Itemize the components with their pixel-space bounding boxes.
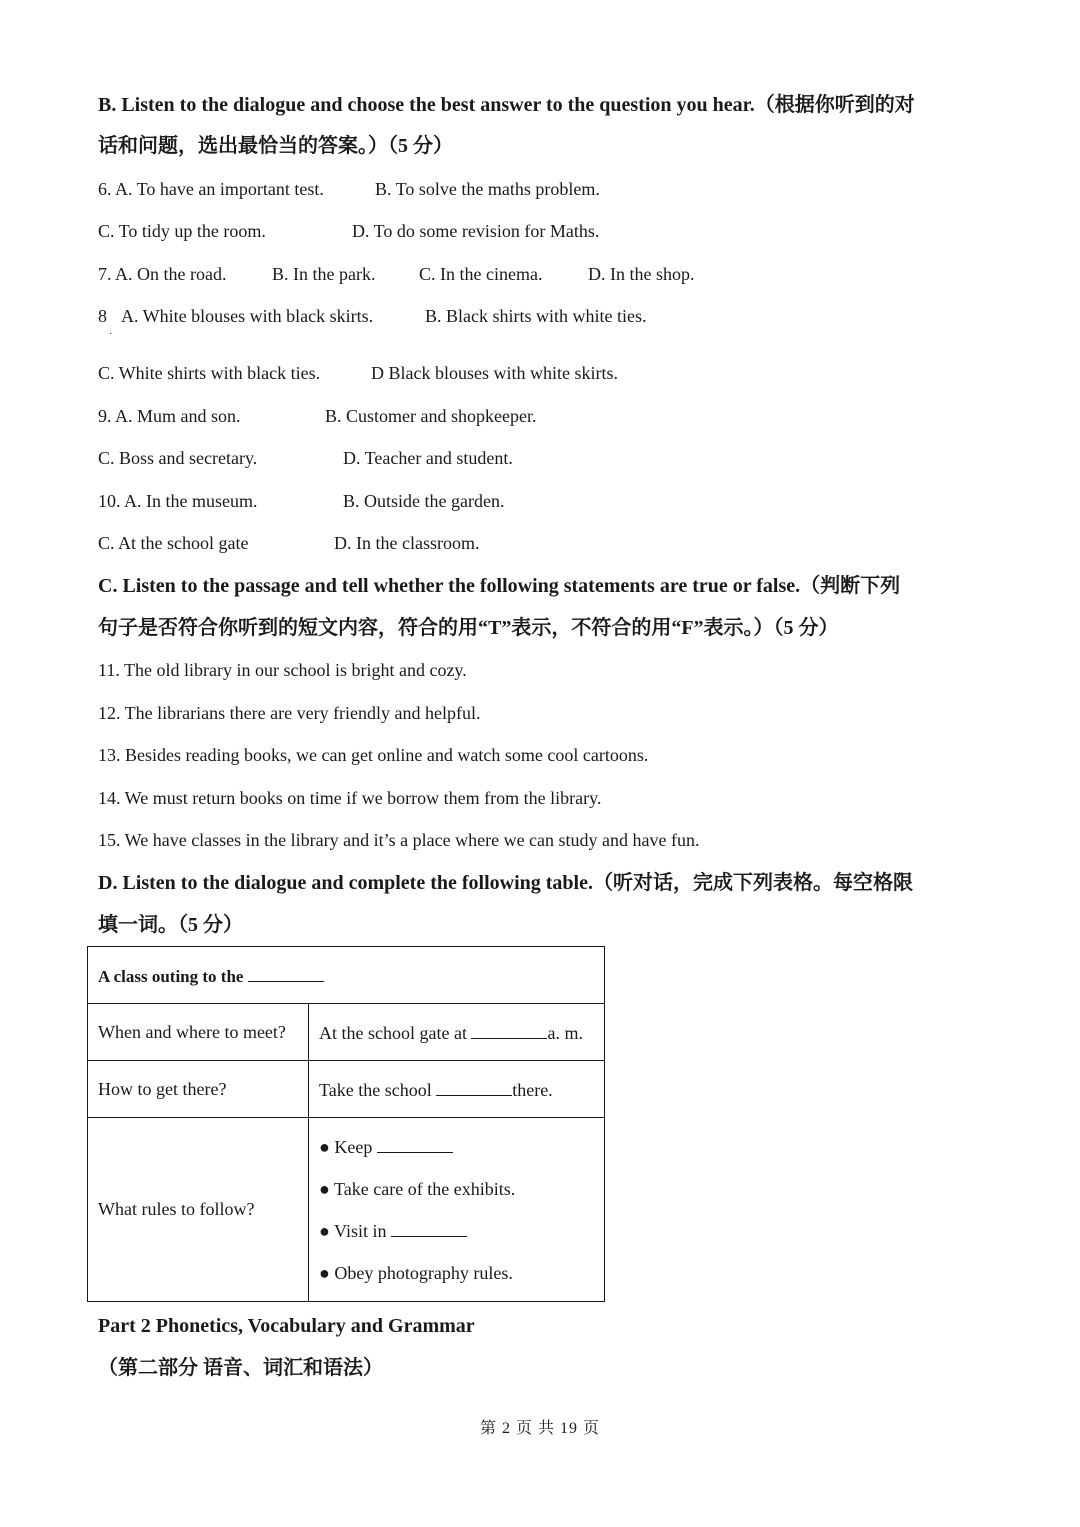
part2-subtitle: （第二部分 语音、词汇和语法）	[98, 1357, 383, 1379]
section-d-heading: D. Listen to the dialogue and complete the following table.（听对话，完成下列表格。每空格限	[98, 872, 913, 894]
blank-rule-1[interactable]	[377, 1134, 453, 1153]
q8-number: 8	[98, 306, 107, 326]
section-c-heading-cont: 句子是否符合你听到的短文内容，符合的用“T”表示，不符合的用“F”表示。）（5 分）	[98, 617, 839, 639]
how-value-post: there.	[512, 1080, 553, 1100]
q10-option-b: B. Outside the garden.	[343, 491, 505, 511]
q9-option-b: B. Customer and shopkeeper.	[325, 406, 537, 426]
statement-11: 11. The old library in our school is bright and cozy.	[98, 660, 467, 680]
how-value-pre: Take the school	[319, 1080, 432, 1100]
statement-12: 12. The librarians there are very friendly and helpful.	[98, 703, 481, 723]
section-b-heading-cont: 话和问题，选出最恰当的答案。）（5 分）	[98, 135, 453, 157]
table-row	[88, 1061, 605, 1118]
when-value-post: a. m.	[547, 1023, 583, 1043]
table-title: A class outing to the	[98, 967, 244, 986]
q7-option-d: D. In the shop.	[588, 264, 695, 284]
q10-option-d: D. In the classroom.	[334, 533, 480, 553]
when-value-pre: At the school gate at	[319, 1023, 467, 1043]
q8-stray-dot: ·	[109, 329, 113, 340]
table-row	[88, 1004, 605, 1061]
q9-option-d: D. Teacher and student.	[343, 448, 513, 468]
rule-2: ● Take care of the exhibits.	[319, 1178, 516, 1199]
q8-option-a: A. White blouses with black skirts.	[121, 306, 374, 326]
q9-option-a: 9. A. Mum and son.	[98, 406, 241, 426]
q10-option-c: C. At the school gate	[98, 533, 249, 553]
q7-option-a: 7. A. On the road.	[98, 264, 227, 284]
blank-time[interactable]	[471, 1020, 547, 1039]
page-footer: 第 2 页 共 19 页	[479, 1420, 600, 1437]
rule-3-text: ● Visit in	[319, 1220, 387, 1241]
rule-3	[319, 1210, 594, 1252]
q6-option-b: B. To solve the maths problem.	[375, 179, 600, 199]
rule-4: ● Obey photography rules.	[319, 1262, 513, 1283]
q7-option-c: C. In the cinema.	[419, 264, 543, 284]
rules-cell	[309, 1118, 605, 1302]
blank-destination[interactable]	[248, 963, 324, 982]
statement-14: 14. We must return books on time if we borrow them from the library.	[98, 788, 602, 808]
statement-13: 13. Besides reading books, we can get online and watch some cool cartoons.	[98, 745, 649, 765]
q6-option-a: 6. A. To have an important test.	[98, 179, 324, 199]
blank-rule-3[interactable]	[391, 1218, 467, 1237]
when-value-cell	[309, 1004, 605, 1061]
how-label: How to get there?	[88, 1061, 309, 1118]
q10-option-a: 10. A. In the museum.	[98, 491, 258, 511]
section-d-heading-cont: 填一词。（5 分）	[98, 914, 243, 936]
q6-option-d: D. To do some revision for Maths.	[352, 221, 600, 241]
section-b-heading: B. Listen to the dialogue and choose the best answer to the question you hear.（根据你听到的对	[98, 94, 915, 116]
q8-option-d: D Black blouses with white skirts.	[371, 363, 618, 383]
outing-table	[87, 946, 605, 1302]
blank-transport[interactable]	[436, 1077, 512, 1096]
q7-option-b: B. In the park.	[272, 264, 376, 284]
section-c-heading: C. Listen to the passage and tell whether the following statements are true or false.（判断下列	[98, 575, 901, 597]
q9-option-c: C. Boss and secretary.	[98, 448, 258, 468]
when-label: When and where to meet?	[88, 1004, 309, 1061]
rules-label: What rules to follow?	[88, 1118, 309, 1302]
how-value-cell	[309, 1061, 605, 1118]
rule-1-text: ● Keep	[319, 1136, 373, 1157]
table-row	[88, 947, 605, 1004]
part2-title: Part 2 Phonetics, Vocabulary and Grammar	[98, 1315, 475, 1337]
table-row	[88, 1118, 605, 1302]
q8-option-c: C. White shirts with black ties.	[98, 363, 321, 383]
statement-15: 15. We have classes in the library and it’s a place where we can study and have fun.	[98, 830, 700, 850]
table-title-cell	[88, 947, 605, 1004]
rule-1	[319, 1126, 594, 1168]
q6-option-c: C. To tidy up the room.	[98, 221, 266, 241]
q8-option-b: B. Black shirts with white ties.	[425, 306, 647, 326]
